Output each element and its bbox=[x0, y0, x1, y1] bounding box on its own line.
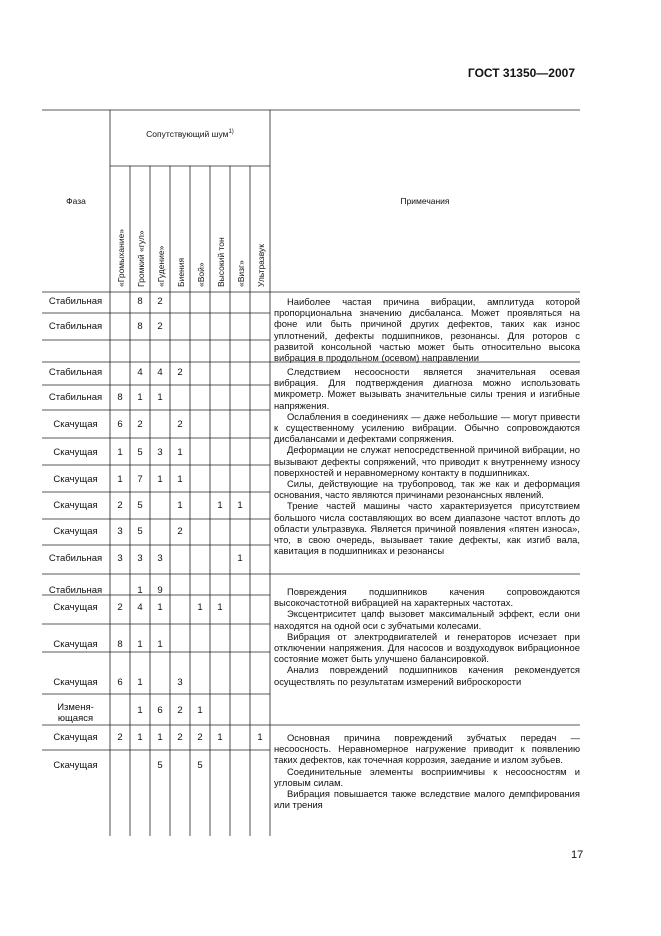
notes-column-header: Примечания bbox=[400, 196, 450, 206]
noise-header-loud-hum: Громкий «гул» bbox=[136, 230, 146, 287]
notes-group-1 bbox=[274, 296, 580, 363]
table-cell: 1 bbox=[177, 447, 183, 458]
table-cell: 3 bbox=[117, 553, 123, 564]
table-cell: 1 bbox=[137, 732, 143, 743]
row-phase: Стабильная bbox=[48, 367, 103, 378]
table-cell: 1 bbox=[177, 500, 183, 511]
table-cell: 6 bbox=[117, 677, 123, 688]
noise-header-rumble: «Громыхание» bbox=[116, 228, 126, 287]
phase-column-header: Фаза bbox=[66, 196, 86, 206]
row-phase: Скачущая bbox=[53, 500, 98, 511]
row-phase: Скачущая bbox=[53, 732, 98, 743]
table-cell: 4 bbox=[137, 602, 143, 613]
table-cell: 1 bbox=[217, 732, 223, 743]
row-phase: Скачущая bbox=[53, 602, 98, 613]
row-phase: Скачущая bbox=[53, 447, 98, 458]
row-phase: Скачущая bbox=[53, 419, 98, 430]
row-phase: Скачущая bbox=[53, 677, 98, 688]
row-phase: Скачущая bbox=[53, 474, 98, 485]
row-phase: Стабильная bbox=[48, 321, 103, 332]
table-cell: 1 bbox=[157, 602, 163, 613]
noise-header-beats: Биения bbox=[176, 257, 186, 287]
note-paragraph: Трение частей машины часто характеризуется присутствием большого числа составляющих во всем диапазоне частот вплоть до области ультразвука. Является причиной появления «пятен износа», что, в свою очередь, вызывает такие дефекты, как изгиб вала, кавитация в подшипниках и резонансы bbox=[274, 500, 580, 557]
noise-header-squeal: «Визг» bbox=[236, 260, 246, 287]
note-paragraph: Наиболее частая причина вибрации, амплитуда которой пропорциональна значению дисбаланса. Может проявляться на фоне или быть причиной других дефектов, таких как износ уплотнений, дефекты подшипников, резонансы. Для роторов с развитой консольной частью может быть относительно высока вибрация в продольном (осевом) направлении bbox=[274, 296, 580, 364]
table-cell: 1 bbox=[157, 639, 163, 650]
row-phase: Скачущая bbox=[53, 526, 98, 537]
notes-group-4 bbox=[274, 732, 580, 810]
table-cell: 1 bbox=[217, 602, 223, 613]
table-cell: 8 bbox=[117, 639, 123, 650]
noise-header-howl: «Вой» bbox=[196, 262, 206, 287]
table-cell: 1 bbox=[157, 392, 163, 403]
table-cell: 3 bbox=[157, 447, 163, 458]
table-cell: 6 bbox=[157, 705, 163, 716]
table-cell: 2 bbox=[117, 602, 123, 613]
table-cell: 1 bbox=[137, 677, 143, 688]
table-cell: 5 bbox=[137, 526, 143, 537]
table-cell: 1 bbox=[237, 500, 243, 511]
table-cell: 8 bbox=[117, 392, 123, 403]
table-cell: 1 bbox=[157, 732, 163, 743]
table-cell: 1 bbox=[137, 392, 143, 403]
table-cell: 2 bbox=[117, 500, 123, 511]
note-paragraph: Соединительные элементы восприимчивы к несоосностям и угловым силам. bbox=[274, 765, 580, 788]
row-phase: Стабильная bbox=[48, 296, 103, 307]
row-phase: Стабильная bbox=[48, 392, 103, 403]
table-cell: 1 bbox=[137, 585, 143, 596]
noise-header-ultrasound: Ультразвук bbox=[256, 243, 266, 287]
table-cell: 1 bbox=[197, 602, 203, 613]
table-cell: 1 bbox=[137, 639, 143, 650]
note-paragraph: Основная причина повреждений зубчатых передач — несоосность. Неравномерное нагружение приводит к появлению таких дефектов, как точечная коррозия, заедание и излом зубьев. bbox=[274, 732, 580, 766]
table-cell: 5 bbox=[197, 760, 203, 771]
row-phase: Скачущая bbox=[53, 639, 98, 650]
table-cell: 9 bbox=[157, 585, 163, 596]
table-cell: 5 bbox=[137, 447, 143, 458]
note-paragraph: Силы, действующие на трубопровод, так же как и деформация основания, часто являются причинами резонансных явлений. bbox=[274, 478, 580, 501]
table-cell: 6 bbox=[117, 419, 123, 430]
table-cell: 8 bbox=[137, 296, 143, 307]
table-cell: 2 bbox=[177, 705, 183, 716]
note-paragraph: Следствием несоосности является значительная осевая вибрация. Для подтверждения диагноза можно использовать микрометр. Может вызывать значительные силы трения и изгибные напряжения. bbox=[274, 366, 580, 411]
notes-group-2 bbox=[274, 366, 580, 556]
note-paragraph: Вибрация повышается также вследствие малого демпфирования или трения bbox=[274, 788, 580, 811]
row-phase: Изменя- ющаяся bbox=[57, 702, 94, 724]
table-cell: 5 bbox=[157, 760, 163, 771]
table-cell: 3 bbox=[177, 677, 183, 688]
standard-header: ГОСТ 31350—2007 bbox=[467, 66, 575, 80]
note-paragraph: Повреждения подшипников качения сопровождаются высокочастотной вибрацией на характерных частотах. bbox=[274, 586, 580, 609]
table-cell: 2 bbox=[117, 732, 123, 743]
table-cell: 1 bbox=[197, 705, 203, 716]
row-phase: Стабильная bbox=[48, 585, 103, 596]
row-phase: Стабильная bbox=[48, 553, 103, 564]
table-cell: 4 bbox=[137, 367, 143, 378]
table-cell: 1 bbox=[257, 732, 263, 743]
table-cell: 1 bbox=[157, 474, 163, 485]
note-paragraph: Анализ повреждений подшипников качения рекомендуется осуществлять по результатам измерений виброскорости bbox=[274, 664, 580, 687]
table-cell: 1 bbox=[237, 553, 243, 564]
table-cell: 5 bbox=[137, 500, 143, 511]
table-cell: 7 bbox=[137, 474, 143, 485]
note-paragraph: Деформации не служат непосредственной причиной вибрации, но вызывают дефекты сопряжений, что приводит к внутреннему износу поверхностей и неравномерному контакту в подшипниках. bbox=[274, 444, 580, 478]
table-cell: 1 bbox=[217, 500, 223, 511]
note-paragraph: Вибрация от электродвигателей и генераторов исчезает при отключении напряжения. Для насосов и воздуходувок вибрационное состояние может быть улучшено балансировкой. bbox=[274, 630, 580, 665]
table-cell: 4 bbox=[157, 367, 163, 378]
table-cell: 3 bbox=[137, 553, 143, 564]
table-cell: 1 bbox=[137, 705, 143, 716]
table-cell: 8 bbox=[137, 321, 143, 332]
table-cell: 2 bbox=[177, 367, 183, 378]
noise-group-header: Сопутствующий шум$^{1)}$ bbox=[146, 128, 234, 139]
notes-group-3 bbox=[274, 586, 580, 687]
table-cell: 3 bbox=[157, 553, 163, 564]
table-cell: 2 bbox=[177, 732, 183, 743]
noise-header-high-tone: Высокий тон bbox=[216, 237, 226, 287]
table-cell: 2 bbox=[137, 419, 143, 430]
note-paragraph: Ослабления в соединениях — даже небольшие — могут привести к существенному усилению вибрации. Обычно сопровождаются дисбалансами и дефектами сопряжения. bbox=[274, 410, 580, 445]
table-cell: 2 bbox=[157, 321, 163, 332]
note-paragraph: Эксцентриситет цапф вызовет максимальный эффект, если они находятся на одной оси с зубчатыми колесами. bbox=[274, 608, 580, 631]
table-cell: 1 bbox=[117, 447, 123, 458]
noise-header-buzz: «Гудение» bbox=[156, 245, 166, 287]
page-number: 17 bbox=[571, 849, 584, 861]
table-cell: 2 bbox=[177, 526, 183, 537]
table-cell: 2 bbox=[197, 732, 203, 743]
row-phase: Скачущая bbox=[53, 760, 98, 771]
table-cell: 1 bbox=[177, 474, 183, 485]
table-cell: 2 bbox=[177, 419, 183, 430]
table-cell: 1 bbox=[117, 474, 123, 485]
table-cell: 2 bbox=[157, 296, 163, 307]
table-cell: 3 bbox=[117, 526, 123, 537]
